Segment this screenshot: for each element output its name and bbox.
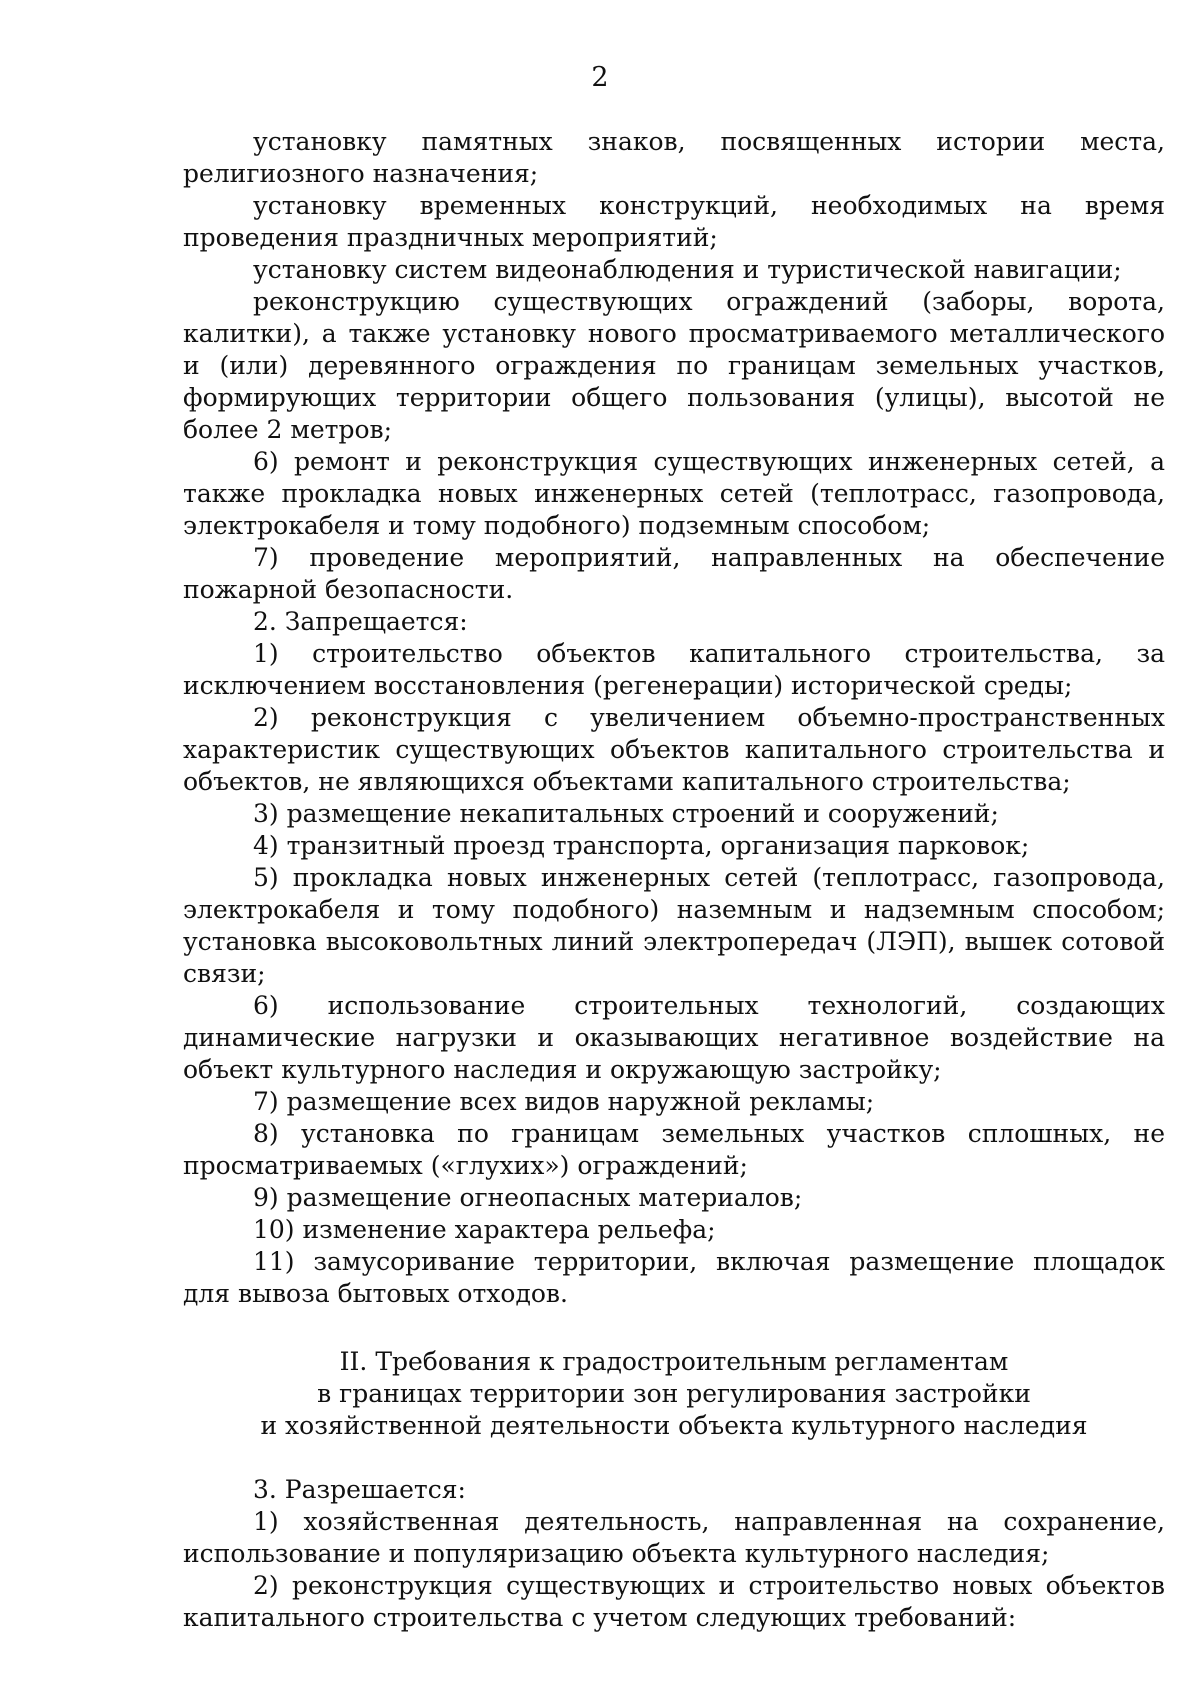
paragraph: 4) транзитный проезд транспорта, организация парковок; bbox=[253, 831, 1030, 860]
paragraph: 1) хозяйственная деятельность, направленная на сохранение, использование и популяризацию объекта культурного наследия; bbox=[183, 1507, 1165, 1568]
paragraph: 11) замусоривание территории, включая размещение площадок для вывоза бытовых отходов. bbox=[183, 1247, 1165, 1308]
section-heading-line: и хозяйственной деятельности объекта культурного наследия bbox=[260, 1411, 1088, 1440]
paragraph: реконструкцию существующих ограждений (заборы, ворота, калитки), а также установку нового просматриваемого металлического и (или) деревянного ограждения по границам земельных участков, формирующих территории общего пользования (улицы), высотой не более 2 метров; bbox=[183, 287, 1165, 444]
paragraph: 6) ремонт и реконструкция существующих инженерных сетей, а также прокладка новых инженерных сетей (теплотрасс, газопровода, электрокабеля и тому подобного) подземным способом; bbox=[183, 447, 1165, 540]
paragraph: 5) прокладка новых инженерных сетей (теплотрасс, газопровода, электрокабеля и тому подобного) наземным и надземным способом; установка высоковольтных линий электропередач (ЛЭП), вышек сотовой связи; bbox=[183, 863, 1165, 988]
paragraph: установку систем видеонаблюдения и туристической навигации; bbox=[253, 255, 1122, 284]
paragraph: установку памятных знаков, посвященных истории места, религиозного назначения; bbox=[183, 127, 1165, 188]
section-heading bbox=[183, 1346, 1165, 1442]
paragraph: 3. Разрешается: bbox=[253, 1475, 466, 1504]
paragraph: 10) изменение характера рельефа; bbox=[253, 1215, 716, 1244]
paragraph: 6) использование строительных технологий, создающих динамические нагрузки и оказывающих негативное воздействие на объект культурного наследия и окружающую застройку; bbox=[183, 991, 1165, 1084]
section-heading-line: II. Требования к градостроительным регламентам bbox=[339, 1347, 1009, 1376]
paragraph: 2. Запрещается: bbox=[253, 607, 468, 636]
paragraph: 8) установка по границам земельных участков сплошных, не просматриваемых («глухих») ограждений; bbox=[183, 1119, 1165, 1180]
paragraph: 7) размещение всех видов наружной рекламы; bbox=[253, 1087, 875, 1116]
page-number: 2 bbox=[591, 62, 609, 93]
document-body bbox=[183, 126, 1165, 1634]
paragraph: 7) проведение мероприятий, направленных на обеспечение пожарной безопасности. bbox=[183, 543, 1165, 604]
paragraph: 9) размещение огнеопасных материалов; bbox=[253, 1183, 803, 1212]
paragraph: 2) реконструкция с увеличением объемно-пространственных характеристик существующих объектов капитального строительства и объектов, не являющихся объектами капитального строительства; bbox=[183, 703, 1165, 796]
paragraph: 1) строительство объектов капитального строительства, за исключением восстановления (регенерации) исторической среды; bbox=[183, 639, 1165, 700]
section-heading-line: в границах территории зон регулирования застройки bbox=[317, 1379, 1031, 1408]
paragraph: 2) реконструкция существующих и строительство новых объектов капитального строительства с учетом следующих требований: bbox=[183, 1571, 1165, 1632]
paragraph: 3) размещение некапитальных строений и сооружений; bbox=[253, 799, 999, 828]
paragraph: установку временных конструкций, необходимых на время проведения праздничных мероприятий; bbox=[183, 191, 1165, 252]
